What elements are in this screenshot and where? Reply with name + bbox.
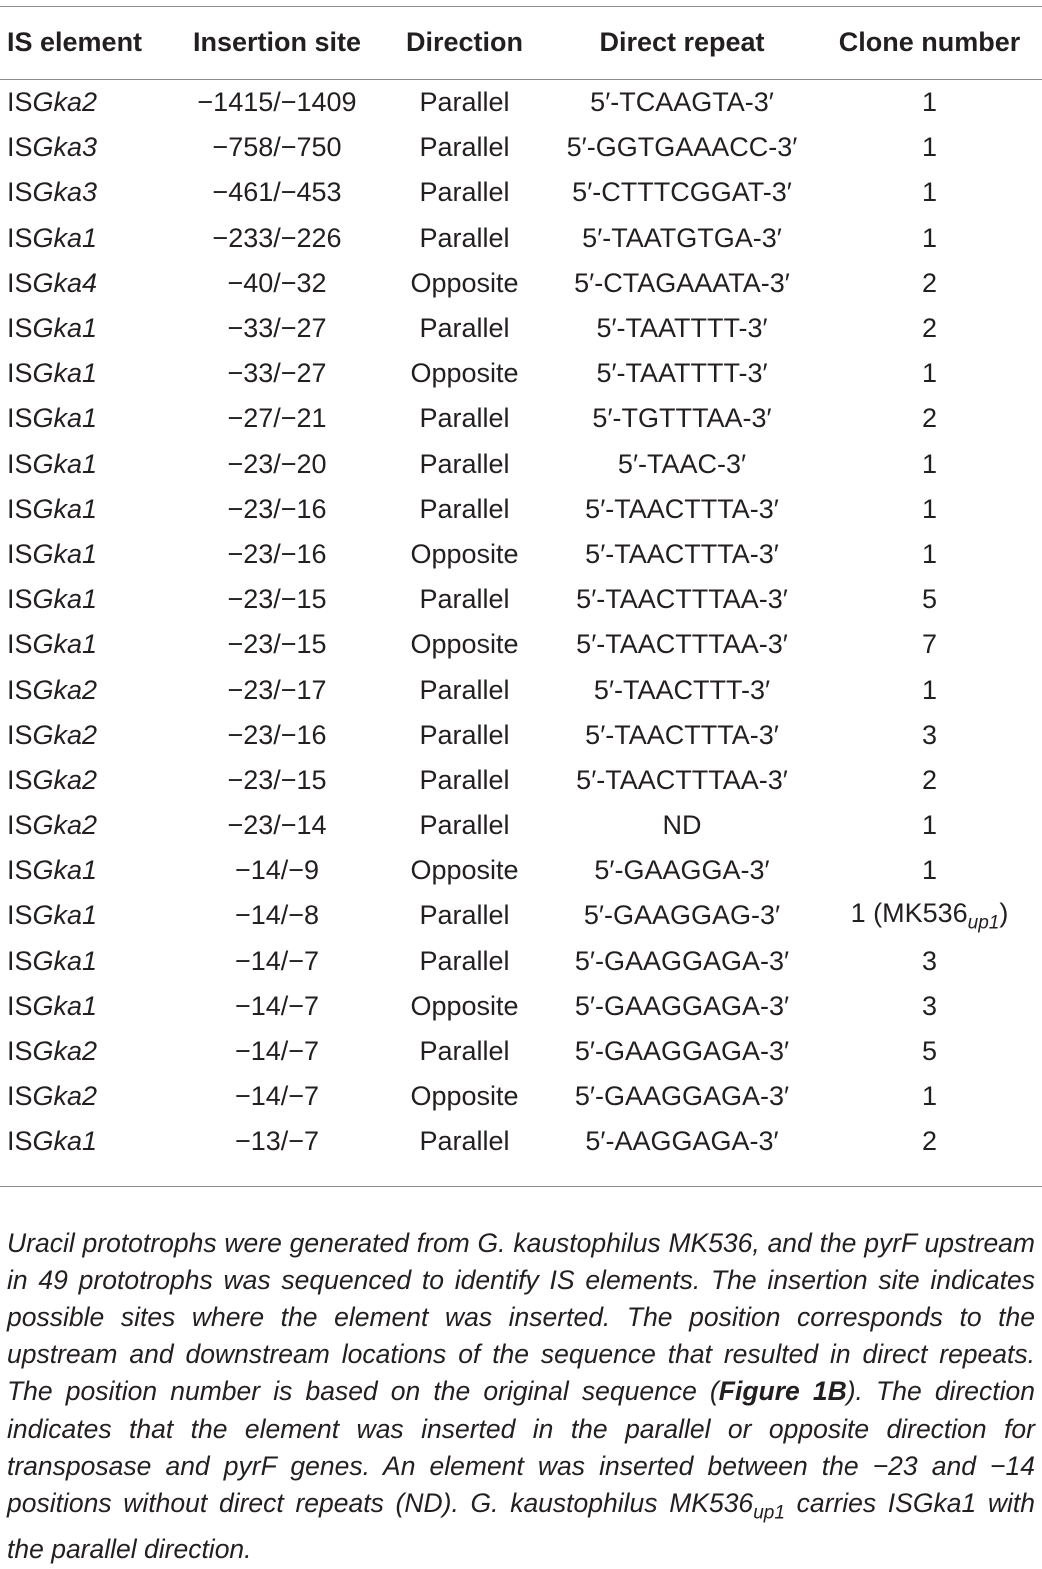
is-name: Gka4 bbox=[32, 267, 98, 298]
table-row bbox=[0, 532, 1042, 577]
caption-subscript: up1 bbox=[753, 1502, 785, 1524]
is-name: Gka2 bbox=[32, 810, 98, 841]
cell-clone-number bbox=[817, 70, 1042, 125]
cell-clone-number bbox=[817, 1029, 1042, 1074]
is-prefix: IS bbox=[7, 584, 33, 615]
cell-insertion-site: −33/−27 bbox=[227, 358, 327, 389]
table-row bbox=[0, 713, 1042, 758]
cell-direction: Parallel bbox=[419, 448, 510, 479]
is-prefix: IS bbox=[7, 448, 33, 479]
cell-is-element bbox=[0, 758, 172, 803]
cell-is-element bbox=[0, 848, 172, 893]
cell-is-element bbox=[0, 306, 172, 351]
is-name: Gka1 bbox=[32, 990, 98, 1021]
table-row bbox=[0, 758, 1042, 803]
is-prefix: IS bbox=[7, 403, 33, 434]
cell-clone-number bbox=[817, 261, 1042, 306]
table-row bbox=[0, 984, 1042, 1029]
header-clone-number: Clone number bbox=[838, 26, 1021, 57]
cell-direct-repeat: 5′-TAACTTTAA-3′ bbox=[576, 629, 788, 660]
is-prefix: IS bbox=[7, 1036, 33, 1067]
clone-value: 1 bbox=[921, 87, 938, 118]
cell-is-element bbox=[0, 170, 172, 215]
cell-direct-repeat: 5′-GAAGGAG-3′ bbox=[583, 900, 781, 931]
cell-direction: Parallel bbox=[419, 313, 510, 344]
cell-direct-repeat: 5′-TAACTTTA-3′ bbox=[585, 719, 779, 750]
is-name: Gka1 bbox=[32, 358, 98, 389]
cell-insertion-site: −40/−32 bbox=[227, 267, 327, 298]
cell-direction: Opposite bbox=[410, 1081, 519, 1112]
cell-clone-number bbox=[817, 893, 1042, 938]
is-prefix: IS bbox=[7, 1126, 33, 1157]
table-row bbox=[0, 803, 1042, 848]
cell-is-element bbox=[0, 939, 172, 984]
cell-clone-number bbox=[817, 170, 1042, 215]
table-row bbox=[0, 577, 1042, 622]
cell-insertion-site: −1415/−1409 bbox=[197, 87, 357, 118]
is-name: Gka1 bbox=[32, 448, 98, 479]
cell-clone-number bbox=[817, 306, 1042, 351]
clone-value: 1 bbox=[921, 674, 938, 705]
is-name: Gka2 bbox=[32, 1036, 98, 1067]
cell-direction: Parallel bbox=[419, 584, 510, 615]
is-name: Gka2 bbox=[32, 674, 98, 705]
cell-direction: Opposite bbox=[410, 855, 519, 886]
is-prefix: IS bbox=[7, 764, 33, 795]
cell-insertion-site: −23/−15 bbox=[227, 764, 327, 795]
header-direct-repeat: Direct repeat bbox=[599, 26, 765, 57]
is-name: Gka1 bbox=[32, 403, 98, 434]
cell-direct-repeat: 5′-TAACTTTA-3′ bbox=[585, 538, 779, 569]
is-prefix: IS bbox=[7, 855, 33, 886]
table-top-rule bbox=[0, 6, 1042, 7]
cell-clone-number bbox=[817, 1119, 1042, 1164]
cell-direction: Parallel bbox=[419, 719, 510, 750]
is-prefix: IS bbox=[7, 719, 33, 750]
header-direction: Direction bbox=[405, 26, 524, 57]
cell-clone-number bbox=[817, 758, 1042, 803]
is-name: Gka1 bbox=[32, 855, 98, 886]
clone-value: 2 bbox=[921, 1126, 938, 1157]
table-row bbox=[0, 396, 1042, 441]
is-prefix: IS bbox=[7, 674, 33, 705]
is-prefix: IS bbox=[7, 222, 33, 253]
table-caption bbox=[7, 1225, 1035, 1569]
table-row bbox=[0, 667, 1042, 712]
cell-is-element bbox=[0, 1029, 172, 1074]
cell-insertion-site: −23/−15 bbox=[227, 629, 327, 660]
caption-text-3: carries ISGka1 with the parallel direction. bbox=[7, 1487, 1036, 1565]
is-prefix: IS bbox=[7, 629, 33, 660]
caption-text-1: Uracil prototrophs were generated from G. kaustophilus MK536, and the pyrF upstream in 49 prototrophs was sequenced to identify IS elements. The insertion site indicates possible sites where the element was inserted. The position corresponds to the upstream and downstream locations of the sequence that resulted in direct repeats. The position number is based on the original sequence ( bbox=[7, 1227, 1035, 1407]
cell-direct-repeat: 5′-TAAC-3′ bbox=[617, 448, 747, 479]
cell-insertion-site: −14/−7 bbox=[234, 1081, 320, 1112]
clone-value: 1 bbox=[921, 538, 938, 569]
cell-clone-number bbox=[817, 939, 1042, 984]
is-name: Gka1 bbox=[32, 945, 98, 976]
is-name: Gka1 bbox=[32, 1126, 98, 1157]
cell-direction: Parallel bbox=[419, 1036, 510, 1067]
header-is-element: IS element bbox=[7, 26, 143, 57]
is-name: Gka1 bbox=[32, 900, 98, 931]
is-name: Gka3 bbox=[32, 132, 98, 163]
cell-direct-repeat: 5′-GGTGAAACC-3′ bbox=[566, 132, 798, 163]
table-row bbox=[0, 1074, 1042, 1119]
cell-is-element bbox=[0, 984, 172, 1029]
cell-direct-repeat: 5′-TAATGTGA-3′ bbox=[582, 222, 782, 253]
clone-value: 1 bbox=[921, 448, 938, 479]
is-prefix: IS bbox=[7, 313, 33, 344]
header-insertion-site: Insertion site bbox=[192, 26, 362, 57]
cell-insertion-site: −23/−17 bbox=[227, 674, 327, 705]
cell-clone-number bbox=[817, 848, 1042, 893]
cell-direction: Parallel bbox=[419, 1126, 510, 1157]
clone-value: 1 bbox=[921, 222, 938, 253]
cell-insertion-site: −233/−226 bbox=[212, 222, 342, 253]
table-row bbox=[0, 893, 1042, 938]
is-name: Gka2 bbox=[32, 87, 98, 118]
is-name: Gka3 bbox=[32, 177, 98, 208]
table-row bbox=[0, 939, 1042, 984]
is-prefix: IS bbox=[7, 177, 33, 208]
cell-direct-repeat: 5′-TAATTTT-3′ bbox=[596, 313, 768, 344]
cell-insertion-site: −23/−16 bbox=[227, 538, 327, 569]
cell-clone-number bbox=[817, 803, 1042, 848]
cell-insertion-site: −14/−7 bbox=[234, 1036, 320, 1067]
is-name: Gka1 bbox=[32, 584, 98, 615]
cell-direct-repeat: 5′-GAAGGAGA-3′ bbox=[574, 945, 790, 976]
table-row bbox=[0, 848, 1042, 893]
clone-value: 1 bbox=[921, 132, 938, 163]
cell-insertion-site: −14/−7 bbox=[234, 945, 320, 976]
clone-value: 3 bbox=[921, 945, 938, 976]
cell-direct-repeat: 5′-TAACTTTAA-3′ bbox=[576, 584, 788, 615]
table-row bbox=[0, 442, 1042, 487]
cell-clone-number bbox=[817, 396, 1042, 441]
is-prefix: IS bbox=[7, 267, 33, 298]
cell-clone-number bbox=[817, 125, 1042, 170]
cell-is-element bbox=[0, 667, 172, 712]
cell-direct-repeat: 5′-TCAAGTA-3′ bbox=[590, 87, 774, 118]
is-name: Gka1 bbox=[32, 538, 98, 569]
cell-direction: Parallel bbox=[419, 493, 510, 524]
table-row bbox=[0, 1029, 1042, 1074]
cell-direct-repeat: 5′-TAATTTT-3′ bbox=[596, 358, 768, 389]
cell-direct-repeat: 5′-TAACTTTA-3′ bbox=[585, 493, 779, 524]
cell-clone-number bbox=[817, 622, 1042, 667]
is-name: Gka2 bbox=[32, 719, 98, 750]
cell-insertion-site: −14/−8 bbox=[234, 900, 320, 931]
table-header-row bbox=[0, 14, 1042, 70]
cell-clone-number bbox=[817, 532, 1042, 577]
clone-value: 5 bbox=[921, 584, 938, 615]
clone-value: 5 bbox=[921, 1036, 938, 1067]
is-name: Gka1 bbox=[32, 222, 98, 253]
cell-is-element bbox=[0, 803, 172, 848]
cell-is-element bbox=[0, 216, 172, 261]
cell-is-element bbox=[0, 622, 172, 667]
clone-value: 7 bbox=[921, 629, 938, 660]
is-name: Gka1 bbox=[32, 493, 98, 524]
is-prefix: IS bbox=[7, 87, 33, 118]
cell-clone-number bbox=[817, 351, 1042, 396]
table-row bbox=[0, 170, 1042, 215]
cell-is-element bbox=[0, 1074, 172, 1119]
cell-clone-number bbox=[817, 577, 1042, 622]
is-prefix: IS bbox=[7, 945, 33, 976]
cell-direction: Opposite bbox=[410, 358, 519, 389]
cell-is-element bbox=[0, 1119, 172, 1164]
clone-value: 1 (MK536 bbox=[850, 897, 968, 928]
caption-text-2: ). The direction indicates that the element was inserted in the parallel or opposite direction for transposase and pyrF genes. An element was inserted between the −23 and −14 positions without direct repeats (ND). G. kaustophilus MK536 bbox=[7, 1376, 1035, 1518]
cell-clone-number bbox=[817, 1074, 1042, 1119]
table-bottom-rule bbox=[0, 1186, 1042, 1187]
cell-direction: Parallel bbox=[419, 945, 510, 976]
table-row bbox=[0, 306, 1042, 351]
is-prefix: IS bbox=[7, 810, 33, 841]
cell-insertion-site: −13/−7 bbox=[234, 1126, 320, 1157]
cell-is-element bbox=[0, 713, 172, 758]
cell-direction: Parallel bbox=[419, 177, 510, 208]
cell-clone-number bbox=[817, 216, 1042, 261]
clone-value: 2 bbox=[921, 267, 938, 298]
cell-insertion-site: −23/−20 bbox=[227, 448, 327, 479]
cell-clone-number bbox=[817, 487, 1042, 532]
cell-direction: Opposite bbox=[410, 629, 519, 660]
cell-direction: Opposite bbox=[410, 538, 519, 569]
cell-is-element bbox=[0, 351, 172, 396]
cell-clone-number bbox=[817, 984, 1042, 1029]
cell-insertion-site: −23/−16 bbox=[227, 719, 327, 750]
table-row bbox=[0, 216, 1042, 261]
is-prefix: IS bbox=[7, 493, 33, 524]
clone-value: 2 bbox=[921, 764, 938, 795]
cell-insertion-site: −23/−14 bbox=[227, 810, 327, 841]
is-prefix: IS bbox=[7, 990, 33, 1021]
is-prefix: IS bbox=[7, 900, 33, 931]
table-body bbox=[0, 70, 1042, 1165]
cell-direction: Parallel bbox=[419, 222, 510, 253]
cell-direct-repeat: ND bbox=[662, 810, 702, 841]
cell-is-element bbox=[0, 532, 172, 577]
cell-direction: Parallel bbox=[419, 764, 510, 795]
clone-value: 1 bbox=[921, 1081, 938, 1112]
cell-direct-repeat: 5′-GAAGGAGA-3′ bbox=[574, 990, 790, 1021]
is-prefix: IS bbox=[7, 538, 33, 569]
clone-value: 1 bbox=[921, 177, 938, 208]
cell-insertion-site: −23/−16 bbox=[227, 493, 327, 524]
clone-subscript: up1 bbox=[967, 912, 1000, 934]
clone-value: 3 bbox=[921, 719, 938, 750]
cell-insertion-site: −14/−9 bbox=[234, 855, 320, 886]
cell-is-element bbox=[0, 125, 172, 170]
cell-direct-repeat: 5′-GAAGGAGA-3′ bbox=[574, 1081, 790, 1112]
table-row bbox=[0, 622, 1042, 667]
cell-is-element bbox=[0, 70, 172, 125]
cell-direct-repeat: 5′-CTAGAAATA-3′ bbox=[574, 267, 790, 298]
cell-direction: Parallel bbox=[419, 87, 510, 118]
cell-is-element bbox=[0, 261, 172, 306]
cell-direction: Parallel bbox=[419, 810, 510, 841]
cell-direction: Opposite bbox=[410, 990, 519, 1021]
cell-direct-repeat: 5′-GAAGGAGA-3′ bbox=[574, 1036, 790, 1067]
cell-insertion-site: −461/−453 bbox=[212, 177, 342, 208]
cell-direct-repeat: 5′-CTTTCGGAT-3′ bbox=[572, 177, 792, 208]
clone-value: 1 bbox=[921, 810, 938, 841]
cell-clone-number bbox=[817, 667, 1042, 712]
cell-direction: Parallel bbox=[419, 132, 510, 163]
cell-is-element bbox=[0, 577, 172, 622]
cell-direction: Parallel bbox=[419, 403, 510, 434]
clone-value: 2 bbox=[921, 313, 938, 344]
table-row bbox=[0, 125, 1042, 170]
cell-direct-repeat: 5′-AAGGAGA-3′ bbox=[585, 1126, 779, 1157]
cell-is-element bbox=[0, 893, 172, 938]
is-name: Gka2 bbox=[32, 764, 98, 795]
cell-direction: Opposite bbox=[410, 267, 519, 298]
cell-insertion-site: −27/−21 bbox=[227, 403, 327, 434]
table-row bbox=[0, 351, 1042, 396]
table-row bbox=[0, 487, 1042, 532]
clone-value: 1 bbox=[921, 855, 938, 886]
clone-value: 1 bbox=[921, 358, 938, 389]
table-row bbox=[0, 261, 1042, 306]
is-element-table bbox=[0, 14, 1042, 1165]
cell-is-element bbox=[0, 396, 172, 441]
cell-insertion-site: −33/−27 bbox=[227, 313, 327, 344]
cell-direct-repeat: 5′-TAACTTTAA-3′ bbox=[576, 764, 788, 795]
cell-insertion-site: −758/−750 bbox=[212, 132, 342, 163]
cell-clone-number bbox=[817, 442, 1042, 487]
cell-direct-repeat: 5′-TAACTTT-3′ bbox=[593, 674, 771, 705]
is-prefix: IS bbox=[7, 358, 33, 389]
cell-direct-repeat: 5′-GAAGGA-3′ bbox=[594, 855, 770, 886]
table-row bbox=[0, 70, 1042, 125]
cell-direction: Parallel bbox=[419, 900, 510, 931]
clone-value: 1 bbox=[921, 493, 938, 524]
is-name: Gka1 bbox=[32, 313, 98, 344]
is-name: Gka1 bbox=[32, 629, 98, 660]
is-name: Gka2 bbox=[32, 1081, 98, 1112]
table-row bbox=[0, 1119, 1042, 1164]
clone-value: 2 bbox=[921, 403, 938, 434]
clone-value: 3 bbox=[921, 990, 938, 1021]
is-prefix: IS bbox=[7, 132, 33, 163]
cell-direction: Parallel bbox=[419, 674, 510, 705]
cell-is-element bbox=[0, 487, 172, 532]
cell-is-element bbox=[0, 442, 172, 487]
caption-figure-ref: Figure 1B bbox=[718, 1376, 847, 1407]
cell-insertion-site: −14/−7 bbox=[234, 990, 320, 1021]
cell-direct-repeat: 5′-TGTTTAA-3′ bbox=[592, 403, 772, 434]
is-prefix: IS bbox=[7, 1081, 33, 1112]
cell-clone-number bbox=[817, 713, 1042, 758]
cell-insertion-site: −23/−15 bbox=[227, 584, 327, 615]
clone-suffix: ) bbox=[999, 897, 1009, 928]
